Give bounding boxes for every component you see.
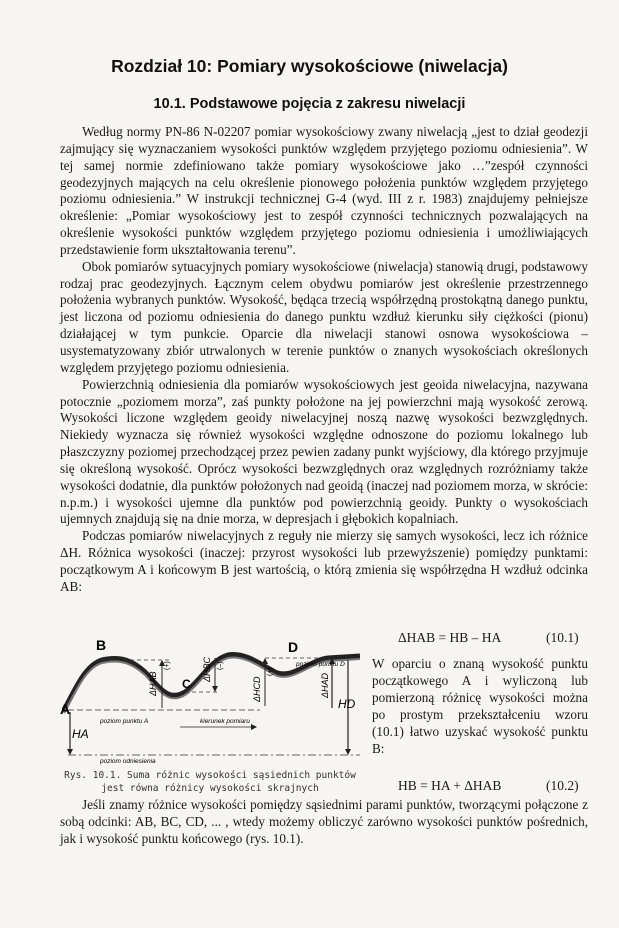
hd-arrowhead xyxy=(345,749,351,755)
paragraph-2: Obok pomiarów sytuacyjnych pomiary wysokościowe (niwelacja) stanowią drugi, podstawowy rodzaj prac geodezyjnych. Łącznym celem obydwu pomiarów jest określenie przestrzennego położenia wybranych punktów. Wysokość, będąca trzecią współrzędną prostokątną danego punktu, jest liczona od poziomu odniesienia do danego punktu wzdłuż kierunku siły ciężkości (pionu) działającej w tym punkcie. Oparcie dla niwelacji stanowi osnowa wysokościowa – usystematyzowany zbiór utrwalonych w terenie punktów o znanych wysokościach określonych względem przyjętego poziomu odniesienia. xyxy=(60,258,588,375)
label-ha: HA xyxy=(72,727,89,741)
ha-arrowhead xyxy=(67,749,73,755)
label-level-d: poziom punktu D xyxy=(296,661,345,668)
figure-caption-line-2: jest równa różnicy wysokości skrajnych xyxy=(101,783,319,794)
body-text xyxy=(60,124,588,596)
label-dcd: ΔHCD xyxy=(252,676,262,702)
paragraph-3: Powierzchnią odniesienia dla pomiarów wysokościowych jest geoida niwelacyjna, nazywana potocznie „poziomem morza”, zaś punkty położone na jej powierzchni mają wysokość zerową. Wysokości liczone względem geoidy niwelacyjnej noszą nazwę wysokości bezwzględnych. Niekiedy wyznacza się również wysokości względne odnoszone do poziomu lokalnego lub płaszczyzny poziomej przechodzącej przez pewien zadany punkt wyjściowy, dla którego przyjmuje się określoną wysokość. Oprócz wysokości bezwzględnych oraz względnych rozróżniamy także wysokości dodatnie, dla punktów położonych nad geoidą (inaczej nad poziomem morza, w skrócie: n.p.m.) i wysokości ujemne dla punktów pod powierzchnią geoidy. Punkty o wysokościach ujemnych znajdują się na dnie morza, w depresjach i głębokich kopalniach. xyxy=(60,376,588,527)
label-dad: ΔHAD xyxy=(320,672,330,698)
paragraph-4: Podczas pomiarów niwelacyjnych z reguły nie mierzy się samych wysokości, lecz ich różnice ΔH. Różnica wysokości (inaczej: przyrost wysokości lub przewyższenie) pomiędzy punktami: początkowym A i końcowym B jest wartością, o którą zmienia się współrzędna H wzdłuż odcinka AB: xyxy=(60,528,588,594)
equation-10-1 xyxy=(398,630,501,646)
figure-caption xyxy=(60,769,360,795)
label-level-a: poziom punktu A xyxy=(100,718,149,725)
paragraph-1: Według normy PN-86 N-02207 pomiar wysokościowy zwany niwelacją „jest to dział geodezji zajmujący się wyznaczaniem wysokości punktów względem przyjętego poziomu odniesienia”. W tej samej normie zdefiniowano także pomiary wysokościowe jako …”zespół czynności geodezyjnych mających na celu określenie pionowego położenia punktów względem przyjętego poziomu odniesienia.” W instrukcji technicznej G-4 (wyd. III z r. 1983) znajdujemy pełniejsze określenie: „Pomiar wysokościowy jest to zespół czynności technicznych pozwalających na określenie wysokości punktów względem przyjętego poziomu odniesienia i umożliwiających przedstawienie form ukształtowania terenu”. xyxy=(60,124,588,257)
equation-10-1-number: (10.1) xyxy=(546,630,579,645)
figure-10-1 xyxy=(60,630,360,765)
equation-10-1-formula: ΔHAB = HB – HA xyxy=(398,630,502,645)
dcd-arrowhead xyxy=(262,658,268,664)
section-title: 10.1. Podstawowe pojęcia z zakresu niwelacji xyxy=(153,96,466,112)
chapter-title: Rozdział 10: Pomiary wysokościowe (niwelacja) xyxy=(111,56,508,76)
equation-10-2 xyxy=(398,778,501,794)
final-paragraph: Jeśli znamy różnice wysokości pomiędzy sąsiednimi parami punktów, tworzącymi połączone z sobą odcinki: AB, BC, CD, ... , wtedy możemy obliczyć zarówno wysokości punktów pośrednich, jak i wysokość punktu końcowego (rys. 10.1). xyxy=(60,797,588,846)
dbc-arrowhead xyxy=(212,686,218,692)
label-b: B xyxy=(96,637,107,653)
label-direction: kierunek pomiaru xyxy=(200,718,250,725)
label-dbc-sign: (–) xyxy=(217,661,224,670)
label-c: C xyxy=(182,677,191,691)
label-dcd-sign: (+) xyxy=(267,667,274,676)
figure-caption-line-1: Rys. 10.1. Suma różnic wysokości sąsiednich punktów xyxy=(64,770,356,781)
label-dbc: ΔHBC xyxy=(202,656,212,682)
equation-10-2-formula: HB = HA + ΔHAB xyxy=(398,778,502,793)
label-dab-sign: (+) xyxy=(164,661,171,670)
direction-arrowhead xyxy=(251,724,257,730)
label-d: D xyxy=(288,639,299,655)
label-a: A xyxy=(60,701,71,717)
right-column-text: W oparciu o znaną wysokość punktu początkowego A i wyliczoną lub pomierzoną różnicę wysokości można po prostym przekształceniu wzoru (10.1) łatwo uzyskać wysokość punktu B: xyxy=(372,656,588,756)
label-dab: ΔHAB xyxy=(148,671,158,696)
label-sea: poziom odniesienia xyxy=(100,758,156,765)
label-hd: HD xyxy=(338,697,356,711)
equation-10-2-number: (10.2) xyxy=(546,778,579,793)
